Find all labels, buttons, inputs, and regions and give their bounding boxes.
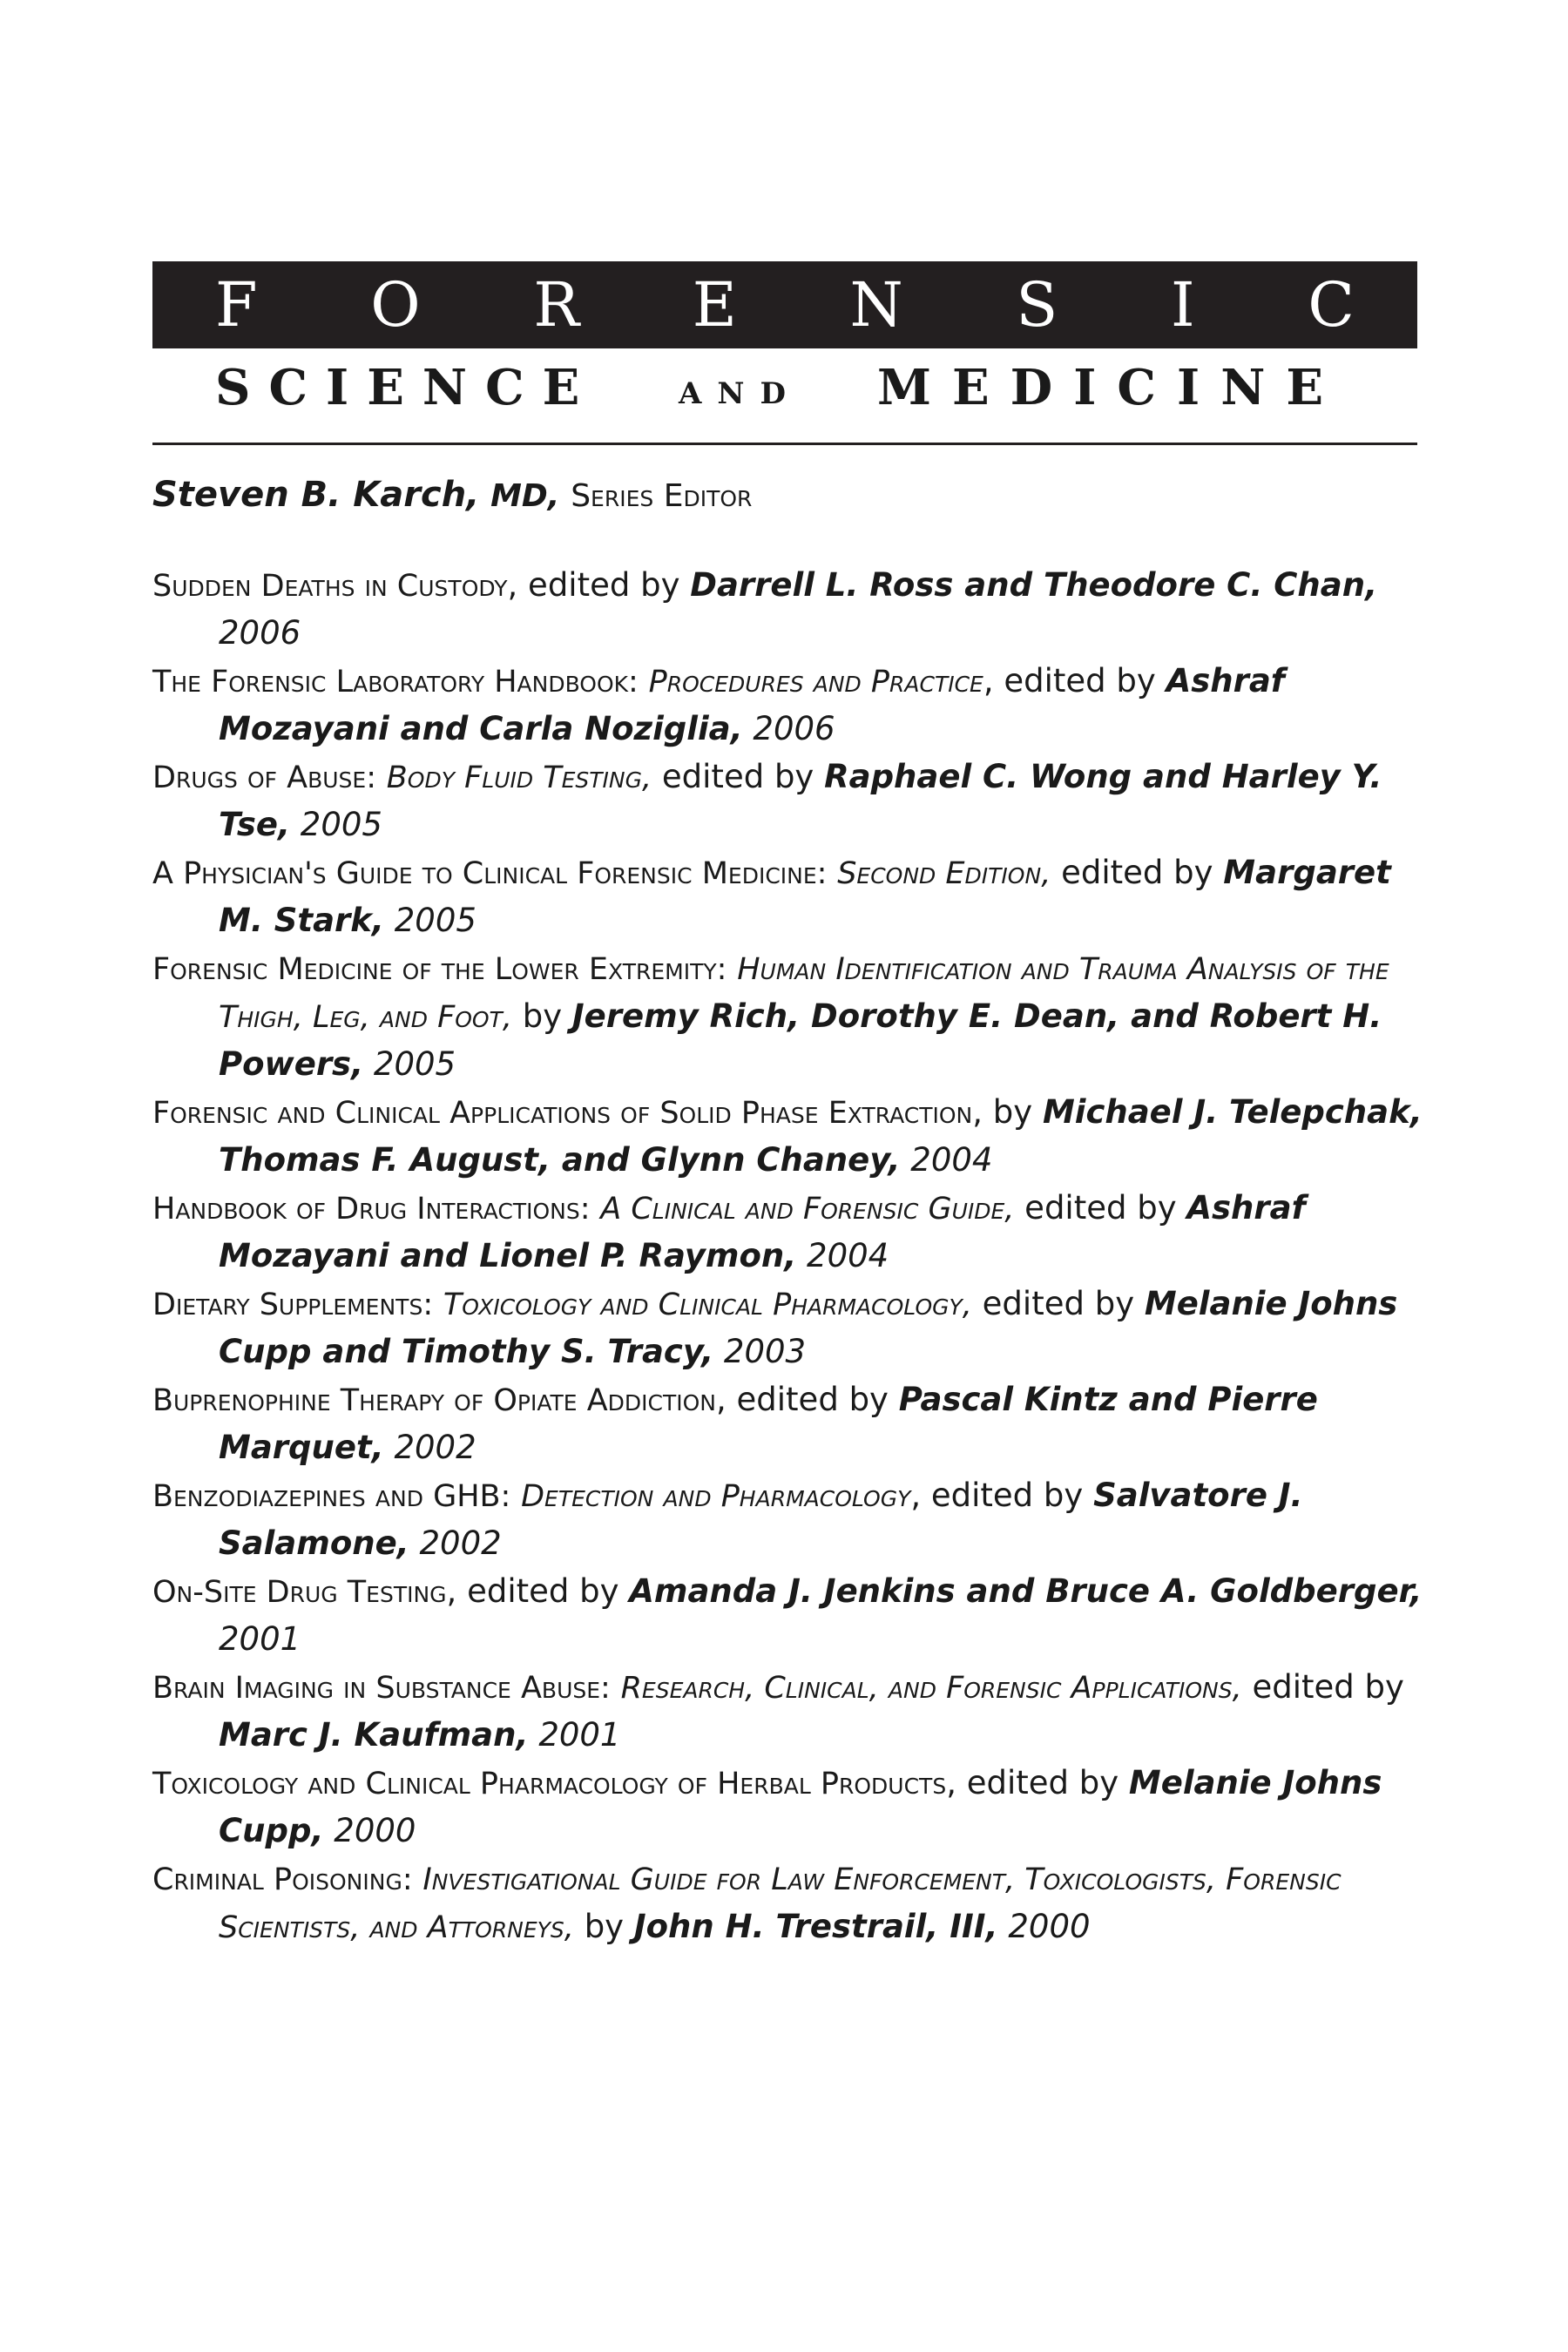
book-item [152, 1089, 1433, 1184]
book-year: 2002 [394, 1429, 476, 1466]
book-item [152, 945, 1433, 1088]
book-item [152, 658, 1433, 753]
book-authors: Margaret M. Stark, [219, 854, 1391, 939]
book-authors: Darrell L. Ross and Theodore C. Chan, [690, 566, 1378, 604]
book-title: Handbook of Drug Interactions: [152, 1192, 591, 1227]
book-credit: edited by [1051, 854, 1224, 891]
book-credit: edited by [652, 758, 825, 795]
book-authors: Ashraf Mozayani and Carla Noziglia, [219, 662, 1285, 747]
book-item [152, 1760, 1433, 1855]
book-title: Forensic and Clinical Applications of Solid Phase Extraction [152, 1096, 973, 1131]
book-subtitle: Body Fluid Testing, [386, 760, 652, 795]
book-item [152, 1376, 1433, 1471]
book-subtitle: Research, Clinical, and Forensic Applications, [620, 1671, 1242, 1706]
series-subtitle [152, 359, 1417, 420]
book-year: 2005 [373, 1045, 456, 1083]
book-subtitle: Procedures and Practice [648, 665, 983, 700]
book-subtitle: Detection and Pharmacology [521, 1479, 911, 1514]
header-divider [152, 443, 1417, 445]
banner-letter: O [370, 269, 421, 341]
book-item [152, 1568, 1433, 1663]
book-item [152, 1281, 1433, 1375]
subtitle-and: AND [679, 376, 801, 411]
book-authors: Raphael C. Wong and Harley Y. Tse, [219, 758, 1382, 843]
book-year: 2006 [219, 614, 301, 652]
book-year: 2001 [219, 1620, 301, 1658]
book-credit: , edited by [716, 1381, 899, 1418]
book-year: 2000 [1008, 1908, 1091, 1945]
book-year: 2006 [753, 710, 835, 747]
book-title: The Forensic Laboratory Handbook: [152, 665, 639, 700]
series-title-banner [152, 261, 1417, 348]
book-year: 2000 [334, 1812, 416, 1849]
book-credit: , edited by [446, 1572, 630, 1610]
subtitle-medicine: MEDICINE [877, 359, 1345, 416]
editor-name: Steven B. Karch, [152, 475, 480, 515]
book-item [152, 754, 1433, 848]
banner-letter: N [849, 269, 903, 341]
banner-letter: F [215, 269, 258, 341]
editor-role: Series Editor [571, 478, 753, 514]
book-title: Toxicology and Clinical Pharmacology of Herbal Products [152, 1767, 947, 1801]
book-credit: , edited by [946, 1764, 1129, 1801]
book-title: Buprenophine Therapy of Opiate Addiction [152, 1383, 716, 1418]
book-title: Brain Imaging in Substance Abuse: [152, 1671, 611, 1706]
book-authors: Marc J. Kaufman, [219, 1716, 529, 1754]
book-title: Benzodiazepines and GHB: [152, 1479, 511, 1514]
book-credit: by [511, 997, 572, 1035]
book-credit: by [573, 1908, 634, 1945]
book-authors: Salvatore J. Salamone, [219, 1477, 1303, 1562]
book-authors: Michael J. Telepchak, Thomas F. August, and Glynn Chaney, [219, 1093, 1423, 1179]
editor-degree: MD, [490, 478, 560, 514]
book-authors: Ashraf Mozayani and Lionel P. Raymon, [219, 1189, 1306, 1274]
banner-letter: C [1308, 269, 1355, 341]
book-title: Dietary Supplements: [152, 1288, 434, 1322]
book-credit: edited by [971, 1285, 1145, 1322]
book-authors: Jeremy Rich, Dorothy E. Dean, and Robert H. Powers, [219, 997, 1382, 1083]
book-item [152, 1185, 1433, 1280]
book-year: 2005 [394, 902, 476, 939]
book-credit: , edited by [910, 1477, 1094, 1514]
book-item [152, 1855, 1433, 1951]
book-subtitle: Toxicology and Clinical Pharmacology, [443, 1288, 972, 1322]
book-subtitle: Human Identification and Trauma Analysis of the Thigh, Leg, and Foot, [219, 952, 1389, 1035]
book-credit: , edited by [507, 566, 691, 604]
book-year: 2001 [538, 1716, 621, 1754]
book-authors: Pascal Kintz and Pierre Marquet, [219, 1381, 1318, 1466]
book-item [152, 562, 1433, 657]
book-year: 2005 [300, 806, 382, 843]
book-item [152, 1472, 1433, 1567]
book-credit: edited by [1014, 1189, 1187, 1227]
book-year: 2004 [910, 1141, 993, 1179]
book-list [152, 562, 1433, 1952]
banner-letter: R [533, 269, 580, 341]
book-authors: Melanie Johns Cupp, [219, 1764, 1382, 1849]
book-year: 2002 [419, 1524, 502, 1562]
book-title: Drugs of Abuse: [152, 760, 377, 795]
book-item [152, 849, 1433, 944]
book-credit: , edited by [983, 662, 1166, 700]
book-credit: , by [972, 1093, 1043, 1131]
book-subtitle: Investigational Guide for Law Enforcement, Toxicologists, Forensic Scientists, and Attorneys, [219, 1862, 1342, 1945]
banner-letter: I [1171, 269, 1195, 341]
book-year: 2003 [723, 1333, 807, 1370]
book-year: 2004 [807, 1237, 889, 1274]
banner-letter: E [692, 269, 737, 341]
book-item [152, 1664, 1433, 1759]
series-title-forensic [152, 261, 1417, 348]
book-authors: John H. Trestrail, III, [633, 1908, 998, 1945]
book-title: A Physician's Guide to Clinical Forensic Medicine: [152, 856, 828, 891]
book-title: On-Site Drug Testing [152, 1575, 447, 1610]
book-title: Sudden Deaths in Custody [152, 569, 508, 604]
book-credit: edited by [1241, 1668, 1404, 1706]
book-authors: Amanda J. Jenkins and Bruce A. Goldberger, [629, 1572, 1423, 1610]
book-subtitle: Second Edition, [837, 856, 1051, 891]
book-title: Forensic Medicine of the Lower Extremity: [152, 952, 727, 987]
series-editor [152, 475, 752, 515]
book-subtitle: A Clinical and Forensic Guide, [600, 1192, 1015, 1227]
book-authors: Melanie Johns Cupp and Timothy S. Tracy, [219, 1285, 1398, 1370]
book-title: Criminal Poisoning: [152, 1862, 413, 1897]
banner-letter: S [1016, 269, 1058, 341]
subtitle-science: SCIENCE [215, 359, 598, 416]
